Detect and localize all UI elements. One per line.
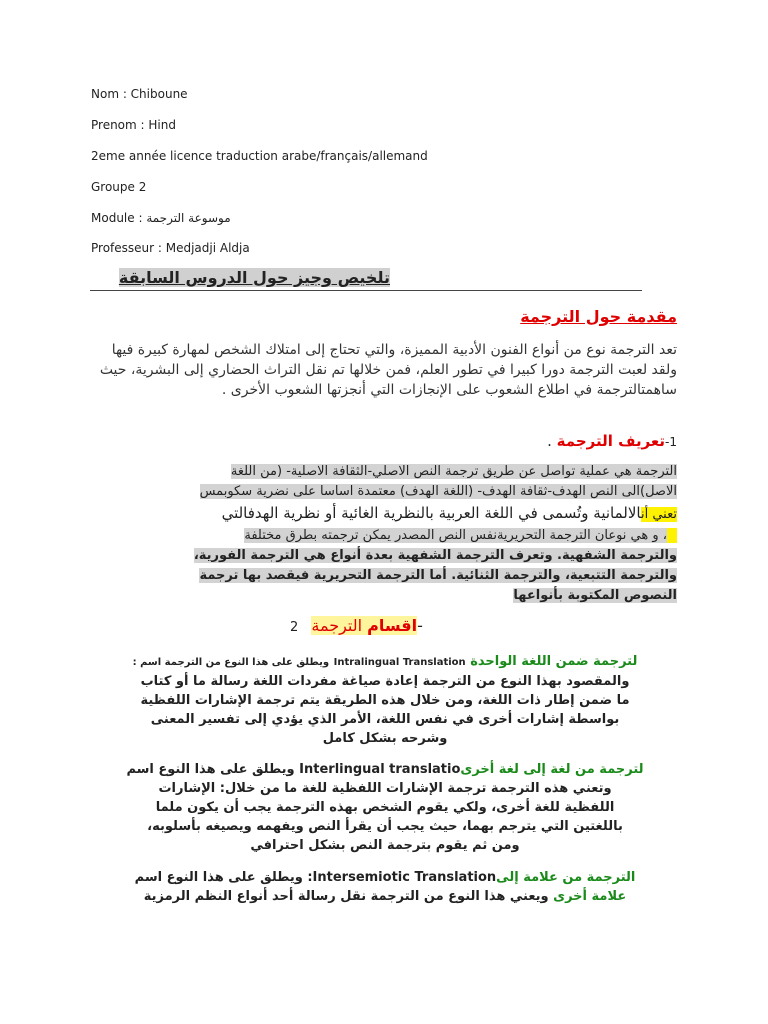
definition-block <box>92 462 677 606</box>
module-label: Module : <box>91 211 147 225</box>
definition-line-6: والترجمة التتبعية، والترجمة الثنائية. أما الترجمة التحريرية فيقصد بها ترجمة <box>199 568 677 583</box>
section2-number: 2 <box>290 620 299 635</box>
definition-line-3: الالمانية وتُسمى في اللغة العربية بالنظرية الغائية أو نظرية الهدفالتي <box>221 504 641 522</box>
intro-paragraph: تعد الترجمة نوع من أنواع الفنون الأدبية المميزة، والتي تحتاج إلى امتلاك الشخص لمهارة كبيرة فيها ولقد لعبت الترجمة دورا كبيرا في تطور العلم، فمن خلالها تم نقل التراث الحضاري إلى البشرية، حيث ساهمتالترجمة في اطلاع الشعوب على الإنجازات التي أنجزتها الشعوب الأخرى . <box>99 342 677 398</box>
type1-intro: ويطلق على هذا النوع من الترجمة اسم : <box>132 657 330 668</box>
section2-heading <box>311 616 417 635</box>
definition-line-1: الترجمة هي عملية تواصل عن طريق ترجمة النص الاصلي-الثقافة الاصلية- (من اللغة <box>230 464 677 479</box>
main-title-text: تلخيص وجيز حول الدروس السابقة <box>118 268 390 287</box>
type2-title: لترجمة من لغة إلى لغة أخرى <box>460 762 644 777</box>
type1-block <box>95 652 675 748</box>
type1-line-4: وشرحه بشكل كامل <box>322 731 448 746</box>
professor-line: Professeur : Medjadji Aldja <box>91 241 250 255</box>
type3-english: Intersemiotic Translation: <box>307 870 497 885</box>
student-year: 2eme année licence traduction arabe/français/allemand <box>91 149 428 163</box>
type3-intro: ويطلق على هذا النوع اسم <box>134 870 303 885</box>
type2-line-2: اللفظية للغة أخرى، ولكي يقوم الشخص بهذه الترجمة يجب أن يكون ملما <box>155 800 615 815</box>
type2-line-1: وتعني هذه الترجمة ترجمة الإشارات اللفظية للغة ما من خلال: الإشارات <box>158 781 612 796</box>
section2-dash: - <box>417 616 423 635</box>
type2-line-4: ومن ثم يقوم بترجمة النص بشكل احترافي <box>250 838 520 853</box>
type2-english: Interlingual translatio <box>299 762 461 777</box>
type3-line-1-green: علامة أخرى <box>553 889 627 904</box>
type1-line-2: ما ضمن إطار ذات اللغة، ومن خلال هذه الطريقة يتم ترجمة الإشارات اللفظية <box>140 693 630 708</box>
section2-heading-bold: اقسام <box>367 616 418 635</box>
section1-heading-line <box>400 432 677 450</box>
definition-line-7: النصوص المكتوبة بأنواعها <box>513 588 677 603</box>
type1-english: Intralingual Translation <box>333 657 466 668</box>
module-line <box>91 211 231 225</box>
definition-line-5: والترجمة الشفهية. وتعرف الترجمة الشفهية بعدة أنواع هي الترجمة الفورية، <box>193 548 677 563</box>
type1-line-1: والمقصود بهذا النوع من الترجمة إعادة صياغة مفردات اللغة رسالة ما أو كتاب <box>140 674 630 689</box>
highlight-mark <box>667 528 677 543</box>
definition-line-2: الاصل)الى النص الهدف-ثقافة الهدف- (اللغة الهدف) معتمدة اساسا على نضرية سكوبمس <box>199 484 677 499</box>
type1-line-3: بواسطة إشارات أخرى في نفس اللغة، الأمر الذي يؤدي إلى تفسير المعنى <box>150 712 620 727</box>
type2-block <box>95 760 675 855</box>
definition-line-4a: نفس النص المصدر يمكن ترجمته بطرق مختلفة <box>244 528 497 543</box>
student-group: Groupe 2 <box>91 180 147 194</box>
student-name: Nom : Chiboune <box>91 87 188 101</box>
type3-title: الترجمة من علامة إلى <box>496 870 636 885</box>
section1-heading: تعريف الترجمة <box>556 432 666 450</box>
type2-line-3: باللغتين التي يترجم بهما، حيث يجب أن يقرأ النص ويفهمه ويصيغه بأسلوبه، <box>147 819 623 834</box>
type3-line-1: ويعني هذا النوع من الترجمة نقل رسالة أحد أنواع النظم الرمزية <box>143 889 549 904</box>
main-title <box>90 268 642 291</box>
section1-number: 1- <box>665 435 677 449</box>
type1-title: لترجمة ضمن اللغة الواحدة <box>470 654 638 669</box>
type2-intro: ويطلق على هذا النوع اسم <box>126 762 295 777</box>
module-value: موسوعة الترجمة <box>146 211 231 225</box>
intro-heading: مقدمة حول الترجمة <box>520 307 677 326</box>
definition-line-4b: ، و هي نوعان الترجمة التحريرية <box>496 528 667 543</box>
section1-trail: . <box>547 432 557 450</box>
student-firstname: Prenom : Hind <box>91 118 176 132</box>
type3-block <box>95 868 675 906</box>
section2-heading-rest: الترجمة <box>311 616 368 635</box>
section2-heading-line <box>290 616 490 635</box>
definition-line-3-tail: تعني أن <box>640 507 677 522</box>
